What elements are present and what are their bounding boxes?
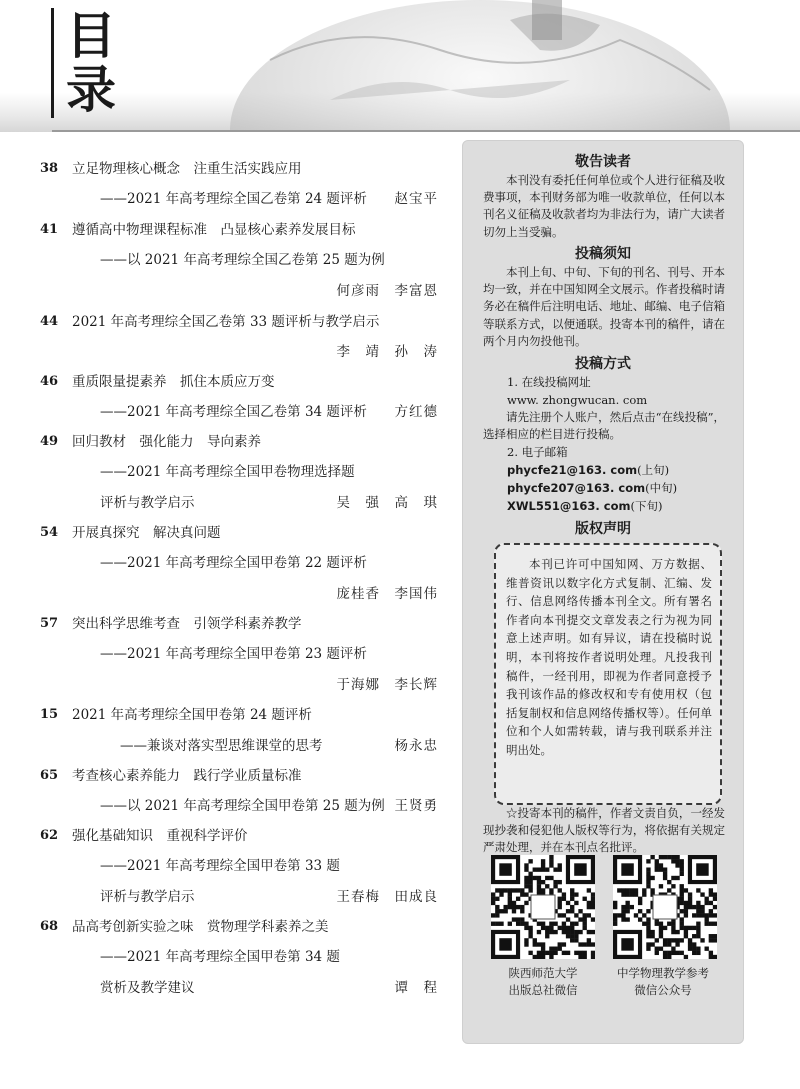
qr1-caption-line1: 陕西师范大学 <box>508 966 578 980</box>
page-title-char-1: 目 <box>66 7 116 65</box>
toc-title[interactable]: 强化基础知识 重视科学评价 <box>72 828 248 844</box>
email-row-2 <box>507 480 677 497</box>
toc-authors: 杨永忠 <box>394 738 438 754</box>
toc-title[interactable]: 2021 年高考理综全国乙卷第 33 题评析与教学启示 <box>72 314 380 330</box>
toc-authors: 于海娜 李长辉 <box>336 677 438 693</box>
method-email-label: 2. 电子邮箱 <box>507 445 568 459</box>
toc-authors: 谭 程 <box>394 980 438 996</box>
email-note-1: (上旬) <box>637 463 670 477</box>
qr2-caption-line2: 微信公众号 <box>634 983 692 997</box>
toc-authors: 何彦雨 李富恩 <box>336 283 438 299</box>
toc-title[interactable]: 突出科学思维考查 引领学科素养教学 <box>72 616 302 632</box>
toc-subtitle: ——2021 年高考理综全国乙卷第 24 题评析 <box>100 191 367 207</box>
toc-title[interactable]: 2021 年高考理综全国甲卷第 24 题评析 <box>72 707 312 723</box>
notice-heading: 敬告读者 <box>575 154 631 170</box>
toc-authors: 王春梅 田成良 <box>336 889 438 905</box>
toc-subtitle-continued: 评析与教学启示 <box>100 495 195 511</box>
toc-title[interactable]: 回归教材 强化能力 导向素养 <box>72 434 261 450</box>
page-title-char-2: 录 <box>66 61 116 119</box>
toc-subtitle: ——2021 年高考理综全国甲卷第 23 题评析 <box>100 646 367 662</box>
toc-page-number[interactable]: 57 <box>40 616 59 631</box>
toc-title[interactable]: 考查核心素养能力 践行学业质量标准 <box>72 768 302 784</box>
toc-title[interactable]: 开展真探究 解决真问题 <box>72 525 221 541</box>
submission-guide-text: 本刊上旬、中旬、下旬的刊名、刊号、开本均一致，并在中国知网全文展示。作者投稿时请务必在稿件后注明电话、地址、邮编、电子信箱等联系方式，以便通联。投寄本刊的稿件，请在两个月内勿投他刊。 <box>483 265 725 348</box>
toc-page-number[interactable]: 44 <box>40 314 59 329</box>
toc-page-number[interactable]: 38 <box>40 161 59 176</box>
toc-title[interactable]: 品高考创新实验之味 赏物理学科素养之美 <box>72 919 329 935</box>
toc-title[interactable]: 遵循高中物理课程标准 凸显核心素养发展目标 <box>72 222 356 238</box>
email-link-3[interactable]: XWL551@163. com <box>507 499 631 513</box>
toc-page-number[interactable]: 41 <box>40 222 59 237</box>
toc-subtitle: ——2021 年高考理综全国甲卷第 33 题 <box>100 858 340 874</box>
toc-subtitle: ——2021 年高考理综全国甲卷物理选择题 <box>100 464 355 480</box>
toc-page-number[interactable]: 54 <box>40 525 59 540</box>
toc-authors: 李 靖 孙 涛 <box>336 344 438 360</box>
method-online-text: 请先注册个人账户，然后点击“在线投稿”，选择相应的栏目进行投稿。 <box>483 410 725 442</box>
qr2-caption <box>598 965 728 999</box>
toc-authors: 赵宝平 <box>394 191 438 207</box>
email-link-1[interactable]: phycfe21@163. com <box>507 463 638 477</box>
toc-subtitle: ——以 2021 年高考理综全国甲卷第 25 题为例 <box>100 798 385 814</box>
qr-code-publisher-wechat[interactable] <box>491 855 595 959</box>
notice-text: 本刊没有委托任何单位或个人进行征稿及收费事项，本刊财务部为唯一收款单位，任何以本刊名义征稿及收款者均为非法行为，请广大读者切勿上当受骗。 <box>483 173 725 239</box>
toc-title[interactable]: 立足物理核心概念 注重生活实践应用 <box>72 161 302 177</box>
toc-authors: 方红德 <box>394 404 438 420</box>
toc-subtitle: ——以 2021 年高考理综全国乙卷第 25 题为例 <box>100 252 385 268</box>
toc-title[interactable]: 重质限量提素养 抓住本质应万变 <box>72 374 275 390</box>
toc-authors: 王贤勇 <box>394 798 438 814</box>
toc-page-number[interactable]: 49 <box>40 434 59 449</box>
email-note-3: (下旬) <box>630 499 663 513</box>
qr1-caption-line2: 出版总社微信 <box>508 983 578 997</box>
toc-subtitle-continued: 评析与教学启示 <box>100 889 195 905</box>
copyright-heading: 版权声明 <box>575 521 631 537</box>
toc-page-number[interactable]: 15 <box>40 707 59 722</box>
email-row-3 <box>507 498 662 515</box>
toc-page-number[interactable]: 46 <box>40 374 59 389</box>
toc-subtitle: ——2021 年高考理综全国乙卷第 34 题评析 <box>100 404 367 420</box>
email-link-2[interactable]: phycfe207@163. com <box>507 481 646 495</box>
toc-authors: 吴 强 高 琪 <box>336 495 438 511</box>
copyright-box <box>494 543 722 805</box>
email-note-2: (中旬) <box>645 481 678 495</box>
toc-page-number[interactable]: 68 <box>40 919 59 934</box>
warning-text: ☆投寄本刊的稿件，作者文责自负，一经发现抄袭和侵犯他人版权等行为，将依据有关规定严肃处理，并在本刊点名批评。 <box>483 806 725 855</box>
toc-subtitle-continued: 赏析及教学建议 <box>100 980 195 996</box>
submission-method-heading: 投稿方式 <box>575 356 631 372</box>
method-online-label: 1. 在线投稿网址 <box>507 375 591 389</box>
toc-authors: 庞桂香 李国伟 <box>336 586 438 602</box>
submission-url-link[interactable]: www. zhongwucan. com <box>507 393 648 407</box>
toc-subtitle: ——2021 年高考理综全国甲卷第 34 题 <box>100 949 340 965</box>
info-panel <box>462 140 744 1044</box>
qr2-caption-line1: 中学物理教学参考 <box>617 966 709 980</box>
email-row-1 <box>507 462 669 479</box>
toc-subtitle: ——2021 年高考理综全国甲卷第 22 题评析 <box>100 555 367 571</box>
qr-code-journal-wechat[interactable] <box>613 855 717 959</box>
toc-subtitle: ——兼谈对落实型思维课堂的思考 <box>120 738 323 754</box>
toc-page-number[interactable]: 62 <box>40 828 59 843</box>
toc-page-number[interactable]: 65 <box>40 768 59 783</box>
copyright-text: 本刊已许可中国知网、万方数据、维普资讯以数字化方式复制、汇编、发行、信息网络传播本刊全文。所有署名作者向本刊提交文章发表之行为视为同意上述声明。如有异议，请在投稿时说明，本刊将按作者说明处理。凡投我刊稿件，一经刊用，即视为作者同意授予我刊该作品的修改权和专有使用权（包括复制权和信息网络传播权等）。任何单位和个人如需转载，请与我刊联系并注明出处。 <box>506 557 712 757</box>
submission-guide-heading: 投稿须知 <box>575 246 631 262</box>
qr1-caption <box>478 965 608 999</box>
